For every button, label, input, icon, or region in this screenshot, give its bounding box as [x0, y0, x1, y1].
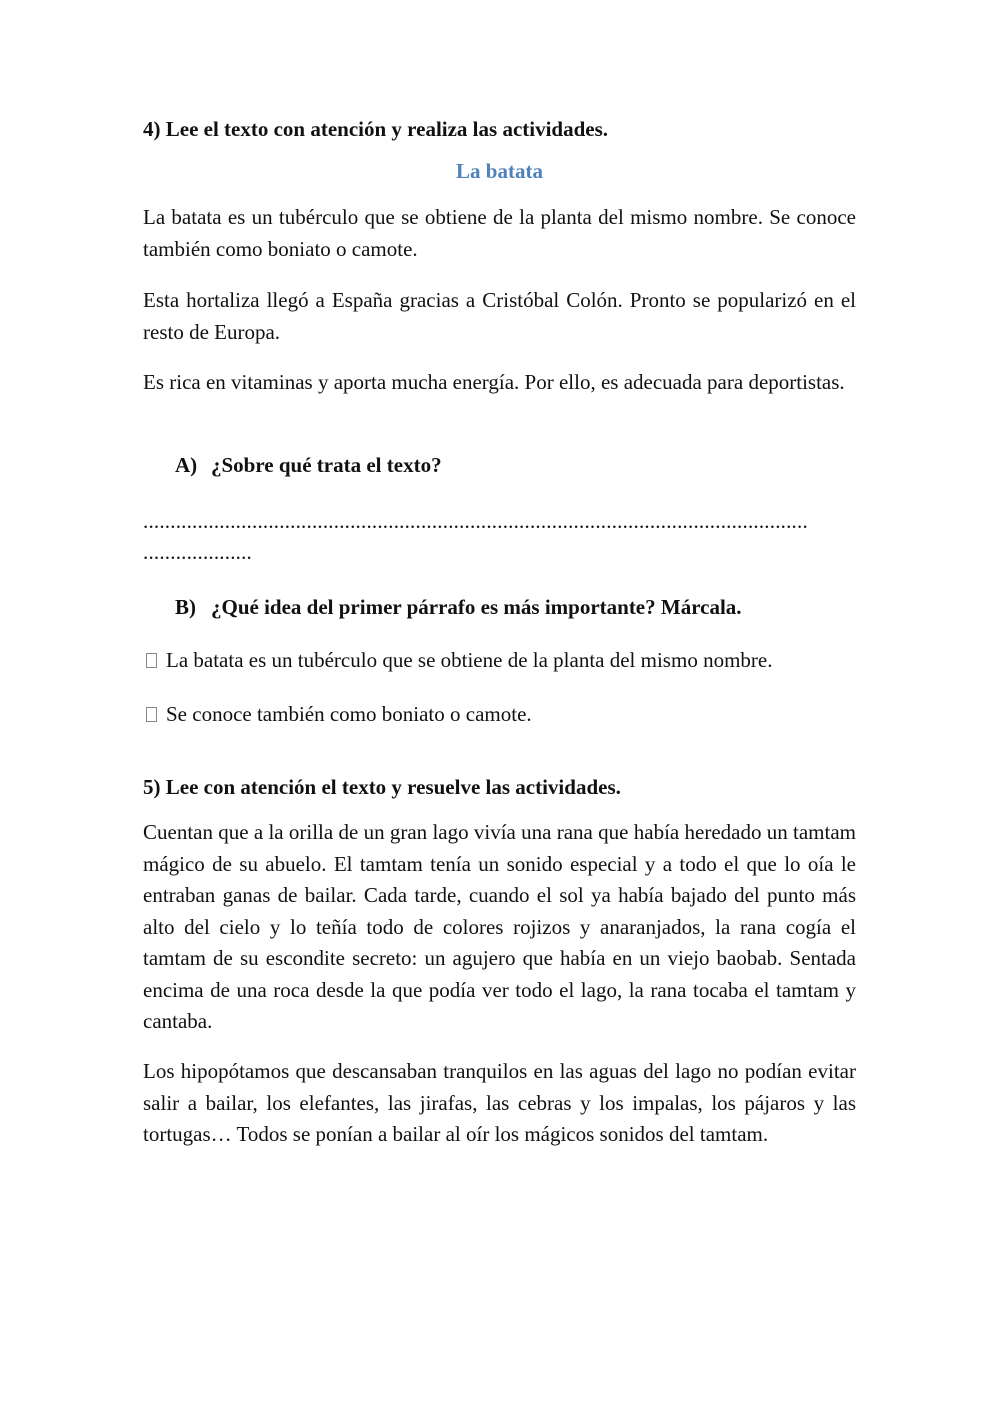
question-a-text: ¿Sobre qué trata el texto?	[211, 453, 442, 477]
checkbox-icon[interactable]	[146, 653, 157, 668]
question-a-letter: A)	[175, 453, 198, 477]
reading-title: La batata	[456, 159, 543, 183]
option-1[interactable]	[143, 645, 772, 676]
rana-paragraph-2: Los hipopótamos que descansaban tranquilos en las aguas del lago no podían evitar salir a bailar, los elefantes, las jirafas, las cebras y los impalas, los pájaros y las tortugas… Todos se ponían a bailar al oír los mágicos sonidos del tamtam.	[143, 1059, 856, 1146]
section-4-heading: 4) Lee el texto con atención y realiza las actividades.	[143, 117, 609, 141]
batata-paragraph-3: Es rica en vitaminas y aporta mucha energía. Por ello, es adecuada para deportistas.	[143, 370, 845, 394]
question-b	[143, 592, 742, 623]
question-b-text: ¿Qué idea del primer párrafo es más importante? Márcala.	[211, 595, 742, 619]
option-2[interactable]	[143, 699, 532, 730]
batata-paragraph-2: Esta hortaliza llegó a España gracias a Cristóbal Colón. Pronto se popularizó en el resto de Europa.	[143, 288, 856, 344]
section-5-heading: 5) Lee con atención el texto y resuelve las actividades.	[143, 775, 621, 799]
answer-line-1[interactable]: ..........................................................................................................................	[143, 509, 808, 533]
option-1-label: La batata es un tubérculo que se obtiene de la planta del mismo nombre.	[166, 648, 773, 672]
checkbox-icon[interactable]	[146, 707, 157, 722]
answer-line-2[interactable]: ....................	[143, 540, 252, 564]
option-2-label: Se conoce también como boniato o camote.	[166, 702, 532, 726]
question-a	[143, 450, 442, 481]
question-b-letter: B)	[175, 595, 196, 619]
rana-paragraph-1: Cuentan que a la orilla de un gran lago vivía una rana que había heredado un tamtam mágico de su abuelo. El tamtam tenía un sonido especial y a todo el que lo oía le entraban ganas de bailar. Cada tarde, cuando el sol ya había bajado del punto más alto del cielo y lo teñía todo de colores rojizos y anaranjados, la rana cogía el tamtam de su escondite secreto: un agujero que había en un viejo baobab. Sentada encima de una roca desde la que podía ver todo el lago, la rana tocaba el tamtam y cantaba.	[143, 820, 856, 1033]
batata-paragraph-1: La batata es un tubérculo que se obtiene de la planta del mismo nombre. Se conoce también como boniato o camote.	[143, 205, 856, 261]
